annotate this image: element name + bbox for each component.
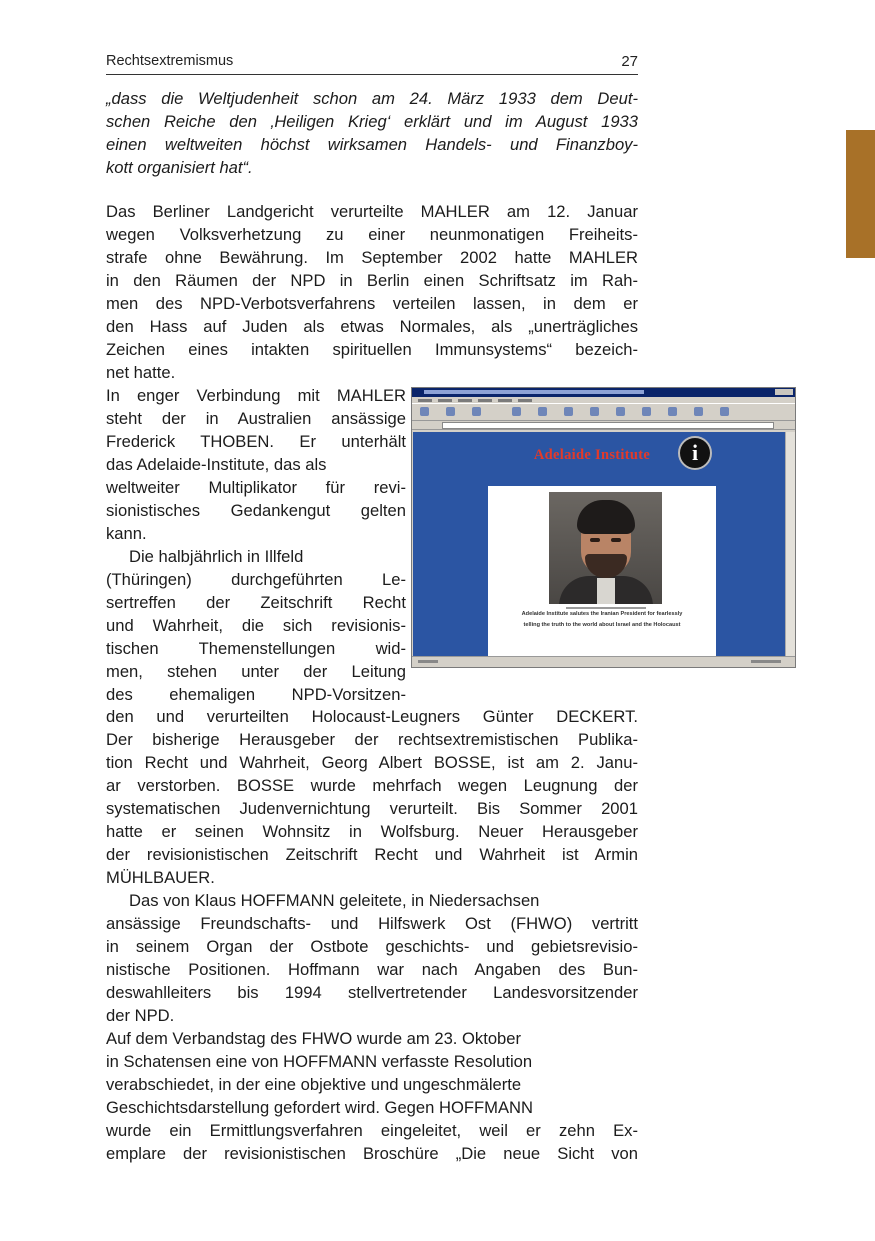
paragraph-mahler-verdict (106, 200, 638, 384)
website-caption-line: telling the truth to the world about Israel and the Holocaust (523, 622, 681, 628)
photo-credit-line (566, 607, 646, 609)
text-line: emplare der revisionistischen Broschüre „Die neue Sicht von (106, 1144, 638, 1163)
text-line: MÜHLBAUER. (106, 868, 215, 887)
text-line: men, stehen unter der Leitung (106, 662, 406, 681)
website-page (413, 432, 786, 658)
text-line: hatte er seinen Wohnsitz in Wolfsburg. Neuer Herausgeber (106, 822, 638, 841)
text-line: tion Recht und Wahrheit, Georg Albert BOSSE, ist am 2. Janu- (106, 753, 638, 772)
text-line: in seinem Organ der Ostbote geschichts- und gebietsrevisio- (106, 937, 638, 956)
browser-toolbar (412, 403, 795, 421)
text-line: der revisionistischen Zeitschrift Recht und Wahrheit ist Armin (106, 845, 638, 864)
text-line: sertreffen der Zeitschrift Recht (106, 593, 406, 612)
text-line: Geschichtsdarstellung gefordert wird. Gegen HOFFMANN (106, 1098, 533, 1117)
browser-titlebar (412, 388, 795, 397)
running-header (106, 52, 638, 75)
quote-line: kott organisiert hat“. (106, 158, 253, 177)
text-line: wurde ein Ermittlungsverfahren eingeleitet, weil er zehn Ex- (106, 1121, 638, 1140)
text-line: kann. (106, 524, 147, 543)
text-line: Frederick THOBEN. Er unterhält (106, 432, 406, 451)
browser-address-bar (412, 421, 795, 430)
text-line: den Hass auf Juden als etwas Normales, als „unerträgliches (106, 317, 638, 336)
chapter-thumb-tab (846, 130, 875, 258)
text-line: Das Berliner Landgericht verurteilte MAHLER am 12. Januar (106, 202, 638, 221)
browser-statusbar (412, 656, 795, 667)
text-line: strafe ohne Bewährung. Im September 2002 hatte MAHLER (106, 248, 638, 267)
text-line: weltweiter Multiplikator für revi- (106, 478, 406, 497)
text-line: net hatte. (106, 363, 176, 382)
paragraph-wrapped-left-of-figure (106, 384, 406, 706)
text-line: des ehemaligen NPD-Vorsitzen- (106, 685, 406, 704)
text-line: In enger Verbindung mit MAHLER (106, 386, 406, 405)
text-line: sionistisches Gedankengut gelten (106, 501, 406, 520)
text-line: tischen Themenstellungen wid- (106, 639, 406, 658)
website-screenshot-figure (411, 387, 796, 668)
text-line: ansässige Freundschafts- und Hilfswerk Ost (FHWO) vertritt (106, 914, 638, 933)
quote-line: einen weltweiten höchst wirksamen Handels- und Finanzboy- (106, 135, 638, 154)
text-line: Auf dem Verbandstag des FHWO wurde am 23. Oktober (106, 1029, 522, 1048)
text-line: (Thüringen) durchgeführten Le- (106, 570, 406, 589)
text-line: men des NPD-Verbotsverfahrens verteilen lassen, in dem er (106, 294, 638, 313)
running-title: Rechtsextremismus (106, 53, 234, 69)
text-line: in den Räumen der NPD in Berlin einen Schriftsatz im Rah- (106, 271, 638, 290)
page-number: 27 (621, 53, 638, 70)
quote-line: „dass die Weltjudenheit schon am 24. März 1933 dem Deut- (106, 89, 638, 108)
text-line: in Schatensen eine von HOFFMANN verfasste Resolution (106, 1052, 533, 1071)
text-line: steht der in Australien ansässige (106, 409, 406, 428)
browser-scrollbar (785, 432, 795, 658)
quote-line: schen Reiche den ‚Heiligen Krieg‘ erklärt und im August 1933 (106, 112, 638, 131)
text-line: verabschiedet, in der eine objektive und ungeschmälerte (106, 1075, 522, 1094)
paragraph-deckert-bosse-hoffmann (106, 705, 638, 1165)
text-line: systematischen Judenvernichtung verurteilt. Bis Sommer 2001 (106, 799, 638, 818)
text-line: der NPD. (106, 1006, 175, 1025)
text-line: und Wahrheit, die sich revisionis- (106, 616, 406, 635)
text-line: Das von Klaus HOFFMANN geleitete, in Niedersachsen (129, 891, 540, 910)
site-title: Adelaide Institute (533, 447, 651, 463)
text-line: deswahlleiters bis 1994 stellvertretender Landesvorsitzender (106, 983, 638, 1002)
text-line: den und verurteilten Holocaust-Leugners Günter DECKERT. (106, 707, 638, 726)
text-line: Die halbjährlich in Illfeld (129, 547, 304, 566)
text-line: nistische Positionen. Hoffmann war nach Angaben des Bun- (106, 960, 638, 979)
text-line: wegen Volksverhetzung zu einer neunmonatigen Freiheits- (106, 225, 638, 244)
info-icon: i (678, 436, 712, 470)
text-line: ar verstorben. BOSSE wurde mehrfach wegen Leugnung der (106, 776, 638, 795)
text-line: das Adelaide-Institute, das als (106, 455, 327, 474)
text-line: Zeichen eines intakten spirituellen Immunsystems“ bezeich- (106, 340, 638, 359)
portrait-photo (549, 492, 662, 604)
text-line: Der bisherige Herausgeber der rechtsextremistischen Publika- (106, 730, 638, 749)
website-caption-line: Adelaide Institute salutes the Iranian President for fearlessly (521, 611, 683, 617)
website-content-panel (488, 486, 716, 658)
quote-block (106, 87, 638, 179)
